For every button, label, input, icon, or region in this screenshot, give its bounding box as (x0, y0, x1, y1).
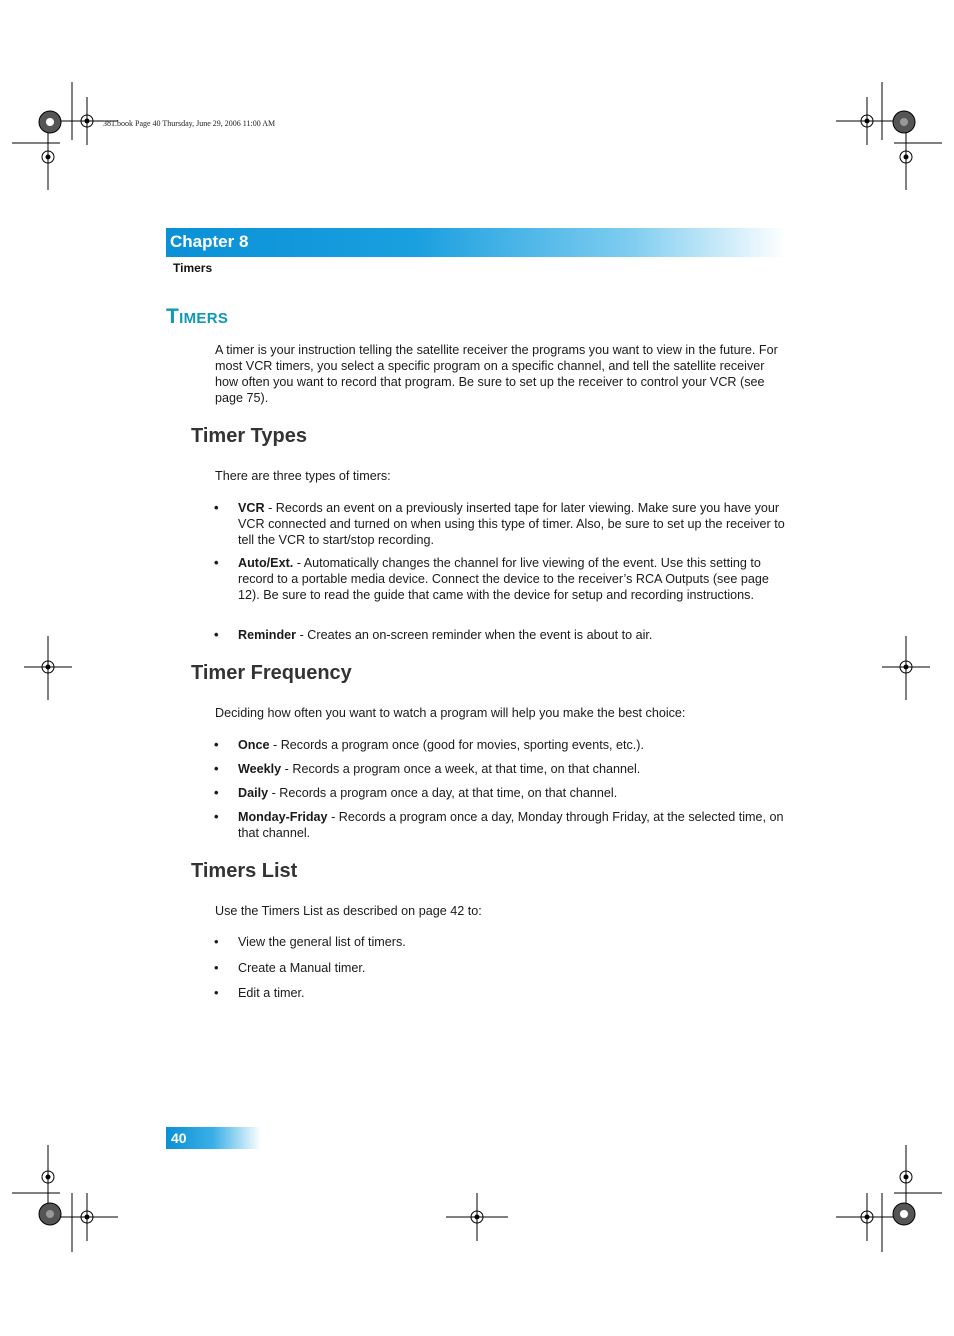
bullet-icon: • (214, 555, 219, 570)
term-label: Monday-Friday (238, 810, 328, 824)
print-info: 381.book Page 40 Thursday, June 29, 2006 11:00 AM (103, 119, 276, 128)
intro-paragraph: A timer is your instruction telling the satellite receiver the programs you want to view in the future. For most VCR timers, you select a specific program on a specific channel, and tell the satellite receiver how often you want to record that program. Be sure to set up the receiver to control your VCR (see page 75). (215, 343, 778, 405)
bullet-icon: • (214, 737, 219, 752)
timers-list-lead: Use the Timers List as described on page 42 to: (215, 904, 482, 918)
term-description: - Automatically changes the channel for live viewing of the event. Use this setting to record to a portable media device. Connect the device to the receiver’s RCA Outputs (see page 12). Be sure to read the guide that came with the device for setup and recording instructions. (238, 556, 769, 602)
term-description: - Records an event on a previously inserted tape for later viewing. Make sure you have your VCR connected and turned on when using this type of timer. Also, be sure to set up the receiver to tell the VCR to start/stop recording. (238, 501, 785, 547)
term-description: - Records a program once a day, at that time, on that channel. (268, 786, 618, 800)
term-description: - Records a program once a week, at that time, on that channel. (281, 762, 641, 776)
term-description: - Records a program once a day, Monday through Friday, at the selected time, on that channel. (238, 810, 784, 840)
chapter-label: Chapter 8 (170, 232, 249, 251)
bullet-icon: • (214, 985, 219, 1000)
bullet-icon: • (214, 960, 219, 975)
list-item (238, 761, 790, 777)
term-label: Auto/Ext. (238, 556, 294, 570)
chapter-banner (166, 228, 786, 257)
list-item: Create a Manual timer. (238, 961, 366, 975)
list-item: Edit a timer. (238, 986, 305, 1000)
list-item (238, 555, 790, 603)
bullet-icon: • (214, 809, 219, 824)
term-label: Daily (238, 786, 269, 800)
heading-timer-frequency: Timer Frequency (191, 662, 352, 684)
list-item: View the general list of timers. (238, 935, 406, 949)
term-description: - Records a program once (good for movies, sporting events, etc.). (269, 738, 644, 752)
page-number: 40 (171, 1130, 187, 1146)
term-label: VCR (238, 501, 265, 515)
running-head: Timers (173, 261, 213, 275)
heading-timers-list: Timers List (191, 860, 298, 882)
timer-frequency-lead: Deciding how often you want to watch a program will help you make the best choice: (215, 706, 686, 720)
bullet-icon: • (214, 500, 219, 515)
list-item (238, 627, 790, 643)
list-item (238, 500, 790, 548)
bullet-icon: • (214, 785, 219, 800)
term-label: Once (238, 738, 270, 752)
heading-timer-types: Timer Types (191, 425, 307, 447)
list-item (238, 785, 790, 801)
bullet-icon: • (214, 627, 219, 642)
term-description: - Creates an on-screen reminder when the event is about to air. (296, 628, 653, 642)
list-item (238, 809, 790, 841)
term-label: Weekly (238, 762, 282, 776)
list-item (238, 737, 790, 753)
timer-types-lead: There are three types of timers: (215, 469, 391, 483)
bullet-icon: • (214, 934, 219, 949)
section-title: Timers (166, 305, 229, 328)
term-label: Reminder (238, 628, 297, 642)
bullet-icon: • (214, 761, 219, 776)
